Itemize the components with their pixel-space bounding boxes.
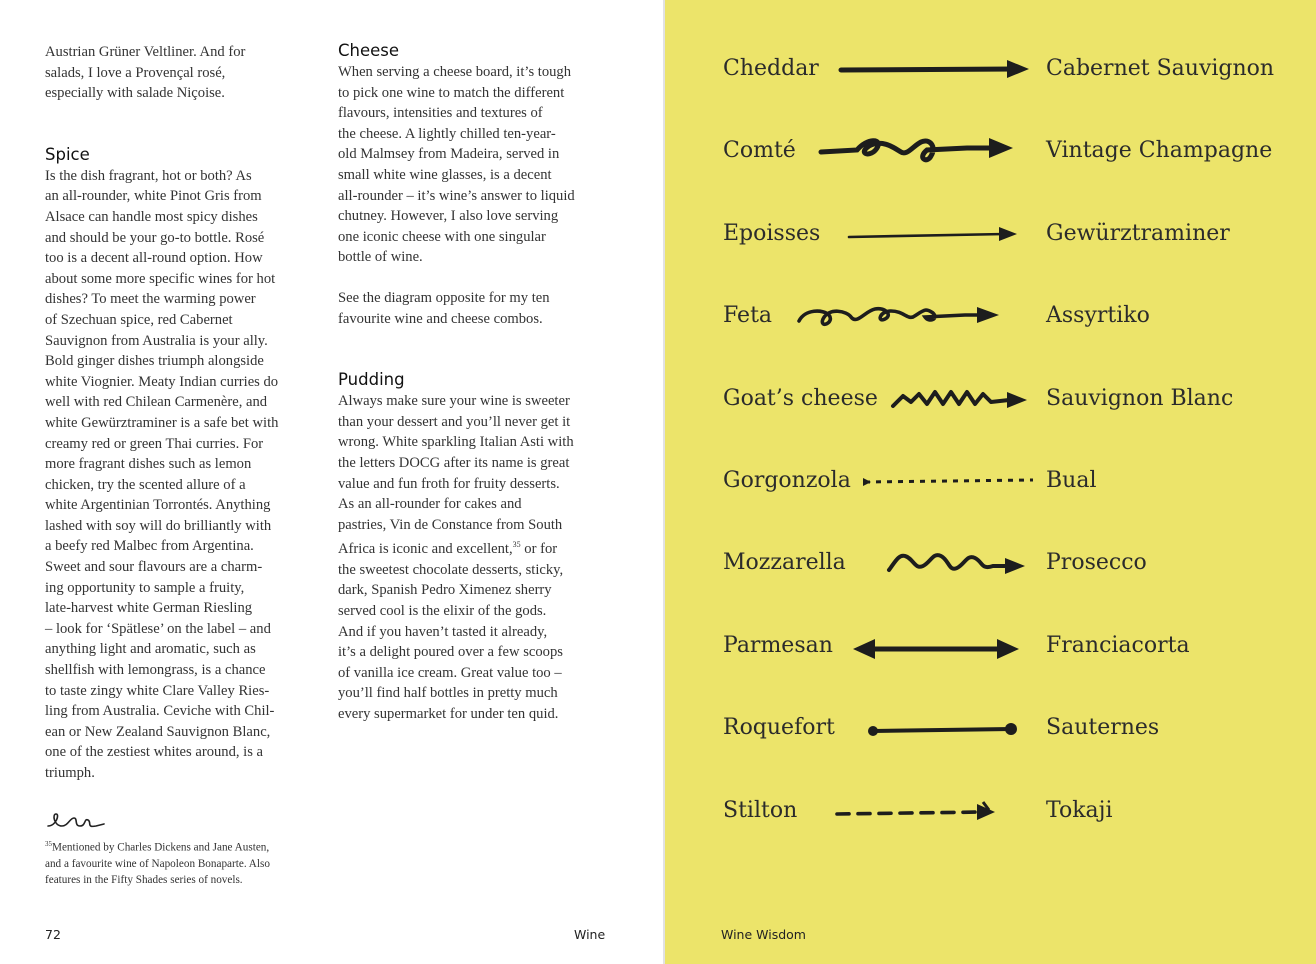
pudding-line: you’ll find half bottles in pretty much [338, 685, 558, 702]
cheese-line: When serving a cheese board, it’s tough [338, 64, 572, 80]
pairing-row [723, 132, 1303, 172]
pudding-body [338, 391, 628, 724]
spice-line: anything light and aromatic, such as [45, 641, 256, 658]
cheese-line: flavours, intensities and textures of [338, 105, 543, 122]
cheese-line: to pick one wine to match the different [338, 84, 565, 101]
pairing-cheese: Epoisses [723, 220, 821, 246]
spice-line: creamy red or green Thai curries. For [45, 435, 264, 452]
pudding-line: every supermarket for under ten quid. [338, 705, 559, 722]
spice-line: of Szechuan spice, red Cabernet [45, 311, 233, 328]
cheese-line: small white wine glasses, is a decent [338, 166, 552, 183]
spice-line: Alsace can handle most spicy dishes [45, 208, 258, 225]
pairing-cheese: Gorgonzola [723, 468, 851, 493]
cheese-line: the cheese. A lightly chilled ten-year- [338, 125, 556, 142]
middle-column [338, 40, 628, 724]
spice-line: a beefy red Malbec from Argentina. [45, 538, 254, 555]
spice-line: triumph. [45, 765, 95, 781]
pudding-line: served cool is the elixir of the gods. [338, 602, 547, 619]
pairing-row [723, 50, 1303, 90]
pudding-line: the sweetest chocolate desserts, sticky, [338, 561, 564, 578]
footnote-line: Mentioned by Charles Dickens and Jane Austen, [52, 841, 270, 854]
spice-line: Bold ginger dishes triumph alongside [45, 353, 264, 370]
cheese-line: all-rounder – it’s wine’s answer to liquid [338, 187, 575, 204]
intro-line: especially with salade Niçoise. [45, 85, 225, 102]
pairing-arrow-icon [833, 792, 1013, 832]
pudding-line: dark, Spanish Pedro Ximenez sherry [338, 582, 552, 599]
pairing-arrow-icon [817, 132, 1027, 172]
pairing-wine: Assyrtiko [1046, 303, 1150, 329]
footnote-ref: 35 [512, 540, 521, 550]
pudding-line: it’s a delight poured over a few scoops [338, 644, 563, 661]
pudding-line: of vanilla ice cream. Great value too – [338, 664, 562, 681]
pairing-row [723, 297, 1303, 337]
pairing-arrow-icon [889, 380, 1039, 420]
pairing-wine: Vintage Champagne [1046, 138, 1273, 164]
left-column [45, 42, 330, 784]
spice-line: white Viognier. Meaty Indian curries do [45, 373, 279, 390]
spice-line: well with red Chilean Carmenère, and [45, 394, 268, 411]
pairing-row [723, 215, 1303, 255]
spice-line: too is a decent all-round option. How [45, 250, 263, 267]
cheese-note-line: See the diagram opposite for my ten [338, 289, 550, 306]
spice-line: ean or New Zealand Sauvignon Blanc, [45, 723, 271, 740]
pairing-wine: Tokaji [1046, 797, 1113, 823]
spice-line: white Gewürztraminer is a safe bet with [45, 414, 279, 431]
pairing-cheese: Goat’s cheese [723, 385, 878, 411]
pairing-arrow-icon [885, 544, 1035, 584]
pairing-wine: Franciacorta [1046, 632, 1190, 658]
pairing-cheese: Mozzarella [723, 550, 846, 576]
spice-line: ing opportunity to sample a fruity, [45, 579, 245, 596]
spice-line: shellfish with lemongrass, is a chance [45, 662, 266, 679]
cheese-note [338, 288, 628, 329]
pairing-arrow-icon [861, 462, 1051, 502]
pairing-wine: Cabernet Sauvignon [1046, 56, 1275, 81]
pairing-row [723, 709, 1303, 749]
spice-heading: Spice [45, 144, 90, 164]
pairing-cheese: Feta [723, 303, 773, 329]
pairing-row [723, 627, 1303, 667]
spice-line: and should be your go-to bottle. Rosé [45, 229, 265, 246]
spice-line: chicken, try the scented allure of a [45, 476, 246, 493]
spice-line: ling from Australia. Ceviche with Chil- [45, 703, 275, 720]
pudding-line: pastries, Vin de Constance from South [338, 516, 563, 533]
footnote-line: and a favourite wine of Napoleon Bonaparte. Also [45, 857, 270, 870]
cheese-body [338, 62, 628, 268]
pairing-arrow-icon [865, 709, 1025, 749]
cheese-line: chutney. However, I also love serving [338, 208, 559, 225]
pairing-wine: Sauvignon Blanc [1046, 385, 1234, 411]
spice-line: white Argentinian Torrontés. Anything [45, 497, 271, 514]
running-head-left: Wine [574, 927, 606, 942]
pudding-line: than your dessert and you’ll never get it [338, 413, 571, 430]
intro-line: Austrian Grüner Veltliner. And for [45, 44, 246, 60]
pudding-line: Africa is iconic and excellent,$^{35}$ or for [338, 540, 558, 558]
pairing-row [723, 462, 1303, 502]
spice-line: lashed with soy will do brilliantly with [45, 517, 272, 534]
pairing-row [723, 544, 1303, 584]
pudding-line: As an all-rounder for cakes and [338, 496, 522, 513]
pudding-line: And if you haven’t tasted it already, [338, 623, 548, 640]
cheese-note-line: favourite wine and cheese combos. [338, 310, 543, 327]
pairing-cheese: Parmesan [723, 632, 833, 658]
pairing-arrow-icon [845, 215, 1025, 255]
cheese-line: old Malmsey from Madeira, served in [338, 146, 560, 163]
pairing-row [723, 792, 1303, 832]
spice-line: Is the dish fragrant, hot or both? As [45, 167, 252, 184]
pudding-line: value and fun froth for fruity desserts. [338, 475, 560, 492]
cheese-heading: Cheese [338, 41, 400, 60]
pairing-cheese: Cheddar [723, 56, 819, 81]
pudding-line: wrong. White sparkling Italian Asti with [338, 434, 574, 451]
spice-line: Sweet and sour flavours are a charm- [45, 559, 263, 576]
spice-line: dishes? To meet the warming power [45, 291, 256, 308]
intro-line: salads, I love a Provençal rosé, [45, 64, 226, 81]
pairing-wine: Sauternes [1046, 715, 1160, 741]
footnote-number: 35 [45, 840, 52, 848]
spice-line: about some more specific wines for hot [45, 270, 276, 287]
pairing-wine: Gewürztraminer [1046, 220, 1230, 246]
pairing-row [723, 380, 1303, 420]
pudding-line-tail: or for [520, 541, 558, 558]
right-page [665, 0, 1316, 964]
spice-body [45, 166, 330, 784]
page-number: 72 [45, 927, 61, 942]
pairing-cheese: Roquefort [723, 715, 835, 741]
spice-line: Sauvignon from Australia is your ally. [45, 332, 268, 349]
pairing-cheese: Stilton [723, 797, 798, 823]
pudding-line: Always make sure your wine is sweeter [338, 393, 570, 410]
running-head-right: Wine Wisdom [721, 927, 806, 942]
footnote [45, 836, 325, 888]
pairing-wine: Prosecco [1046, 550, 1147, 576]
pudding-heading: Pudding [338, 370, 405, 390]
spice-line: one of the zestiest whites around, is a [45, 744, 264, 761]
pairing-arrow-icon [851, 627, 1031, 667]
spice-line: – look for ‘Spätlese’ on the label – and [45, 620, 271, 637]
flourish-icon [46, 808, 106, 834]
footnote-line: features in the Fifty Shades series of novels. [45, 873, 243, 886]
pairing-cheese: Comté [723, 138, 796, 164]
spice-line: more fragrant dishes such as lemon [45, 456, 252, 473]
spice-line: to taste zingy white Clare Valley Ries- [45, 682, 270, 699]
pairing-wine: Bual [1046, 468, 1097, 493]
spice-line: late-harvest white German Riesling [45, 600, 253, 617]
pudding-line: the letters DOCG after its name is great [338, 454, 570, 471]
spice-line: an all-rounder, white Pinot Gris from [45, 188, 262, 205]
pairing-arrow-icon [837, 50, 1037, 90]
cheese-line: bottle of wine. [338, 249, 423, 266]
cheese-line: one iconic cheese with one singular [338, 228, 546, 245]
pairing-arrow-icon [795, 297, 1015, 337]
